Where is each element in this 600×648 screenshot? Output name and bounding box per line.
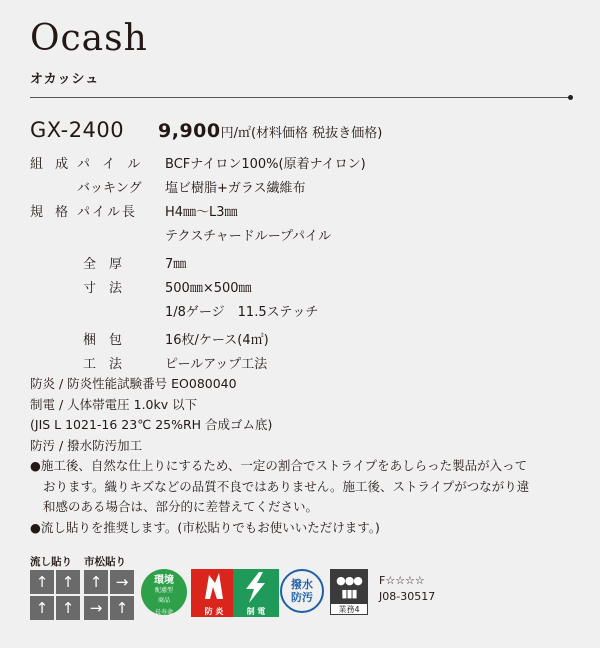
antistatic-icon	[233, 569, 279, 617]
arrow-up-icon: ↑	[30, 570, 54, 594]
note-bullet-1-cont: おります。織りキズなどの品質不良ではありません。施工後、ストライプがつながり違	[43, 478, 530, 494]
spec-label-backing: バッキング	[77, 181, 142, 196]
people-icon: ●●● ▮▮▮	[336, 574, 362, 600]
fire-label: 防 炎	[191, 606, 237, 617]
commercial-use-icon	[330, 569, 368, 615]
spec-value-size: 500㎜×500㎜	[165, 281, 252, 296]
eco-subtext: 長寿命	[154, 609, 173, 616]
note-bullet-1-cont: 和感のある場合は、部分的に差替えてください。	[43, 499, 319, 514]
spec-label-pile-length: パイル長	[77, 205, 138, 220]
note-static-standard: (JIS L 1021-16 23℃ 25%RH 合成ゴム底)	[30, 417, 273, 432]
spec-label-method: 工 法	[83, 357, 123, 372]
eco-subtext: 商品	[157, 597, 170, 604]
spec-value-pack: 16枚/ケース(4㎡)	[165, 333, 269, 348]
spec-label-pack: 梱 包	[83, 333, 123, 348]
divider-dot	[568, 95, 573, 100]
checker-lay-label: 市松貼り	[84, 556, 126, 568]
note-bullet-2: ●流し貼りを推奨します。(市松貼りでもお使いいただけます。)	[30, 519, 380, 535]
note-stain: 防汚 / 撥水防汚加工	[30, 437, 143, 453]
spec-label-pile: パ イ ル	[77, 157, 145, 172]
arrow-up-icon: ↑	[30, 596, 54, 620]
eco-friendly-icon	[141, 569, 187, 615]
note-static: 制電 / 人体帯電圧 1.0kv 以下	[30, 396, 198, 412]
spec-label-size: 寸 法	[83, 281, 123, 296]
fire-retardant-icon	[191, 569, 237, 606]
water-text: 防汚	[291, 591, 313, 604]
spec-group-composition: 組 成	[30, 157, 73, 172]
note-bullet-1: ●施工後、自然な仕上りにするため、一定の割合でストライプをあしらった製品が入って	[30, 458, 528, 473]
spec-label-thickness: 全 厚	[83, 257, 123, 272]
note-fire: 防炎 / 防炎性能試験番号 EO080040	[30, 376, 237, 391]
certification-number: J08-30517	[379, 590, 436, 603]
eco-text: 環境	[154, 575, 174, 586]
spec-value-pile-length: H4㎜〜L3㎜	[165, 205, 238, 220]
spec-value-pile-type: テクスチャードループパイル	[165, 229, 332, 244]
price-unit: 円/㎡(材料価格 税抜き価格)	[220, 126, 383, 141]
work-label: 業務4	[330, 603, 368, 615]
spec-value-pile: BCFナイロン100%(原着ナイロン)	[165, 157, 366, 172]
lightning-icon	[233, 569, 279, 606]
spec-group-standard: 規 格	[30, 205, 73, 220]
spec-value-thickness: 7㎜	[165, 257, 187, 272]
arrow-up-icon: ↑	[84, 570, 108, 594]
product-name: Ocash	[30, 18, 148, 59]
fire-retardant-icon	[191, 569, 237, 617]
formaldehyde-rating: F☆☆☆☆	[379, 574, 425, 587]
arrow-right-icon: →	[84, 596, 108, 620]
price-value: 9,900	[158, 120, 221, 142]
static-label: 制 電	[233, 606, 279, 617]
spec-value-method: ピールアップ工法	[165, 357, 268, 372]
model-number: GX-2400	[30, 118, 125, 142]
price	[158, 120, 382, 142]
divider-line	[30, 97, 570, 98]
spec-value-backing: 塩ビ樹脂+ガラス繊維布	[165, 181, 306, 196]
water-repellent-icon	[280, 569, 324, 613]
notes	[30, 374, 529, 538]
eco-subtext: 配慮型	[154, 587, 173, 594]
spec-value-gauge: 1/8ゲージ 11.5ステッチ	[165, 305, 319, 320]
arrow-up-icon: ↑	[110, 596, 134, 620]
arrow-up-icon: ↑	[56, 596, 80, 620]
flow-lay-label: 流し貼り	[30, 556, 72, 568]
arrow-up-icon: ↑	[56, 570, 80, 594]
arrow-right-icon: →	[110, 570, 134, 594]
product-kana: オカッシュ	[30, 72, 100, 87]
water-text: 撥水	[291, 578, 313, 591]
